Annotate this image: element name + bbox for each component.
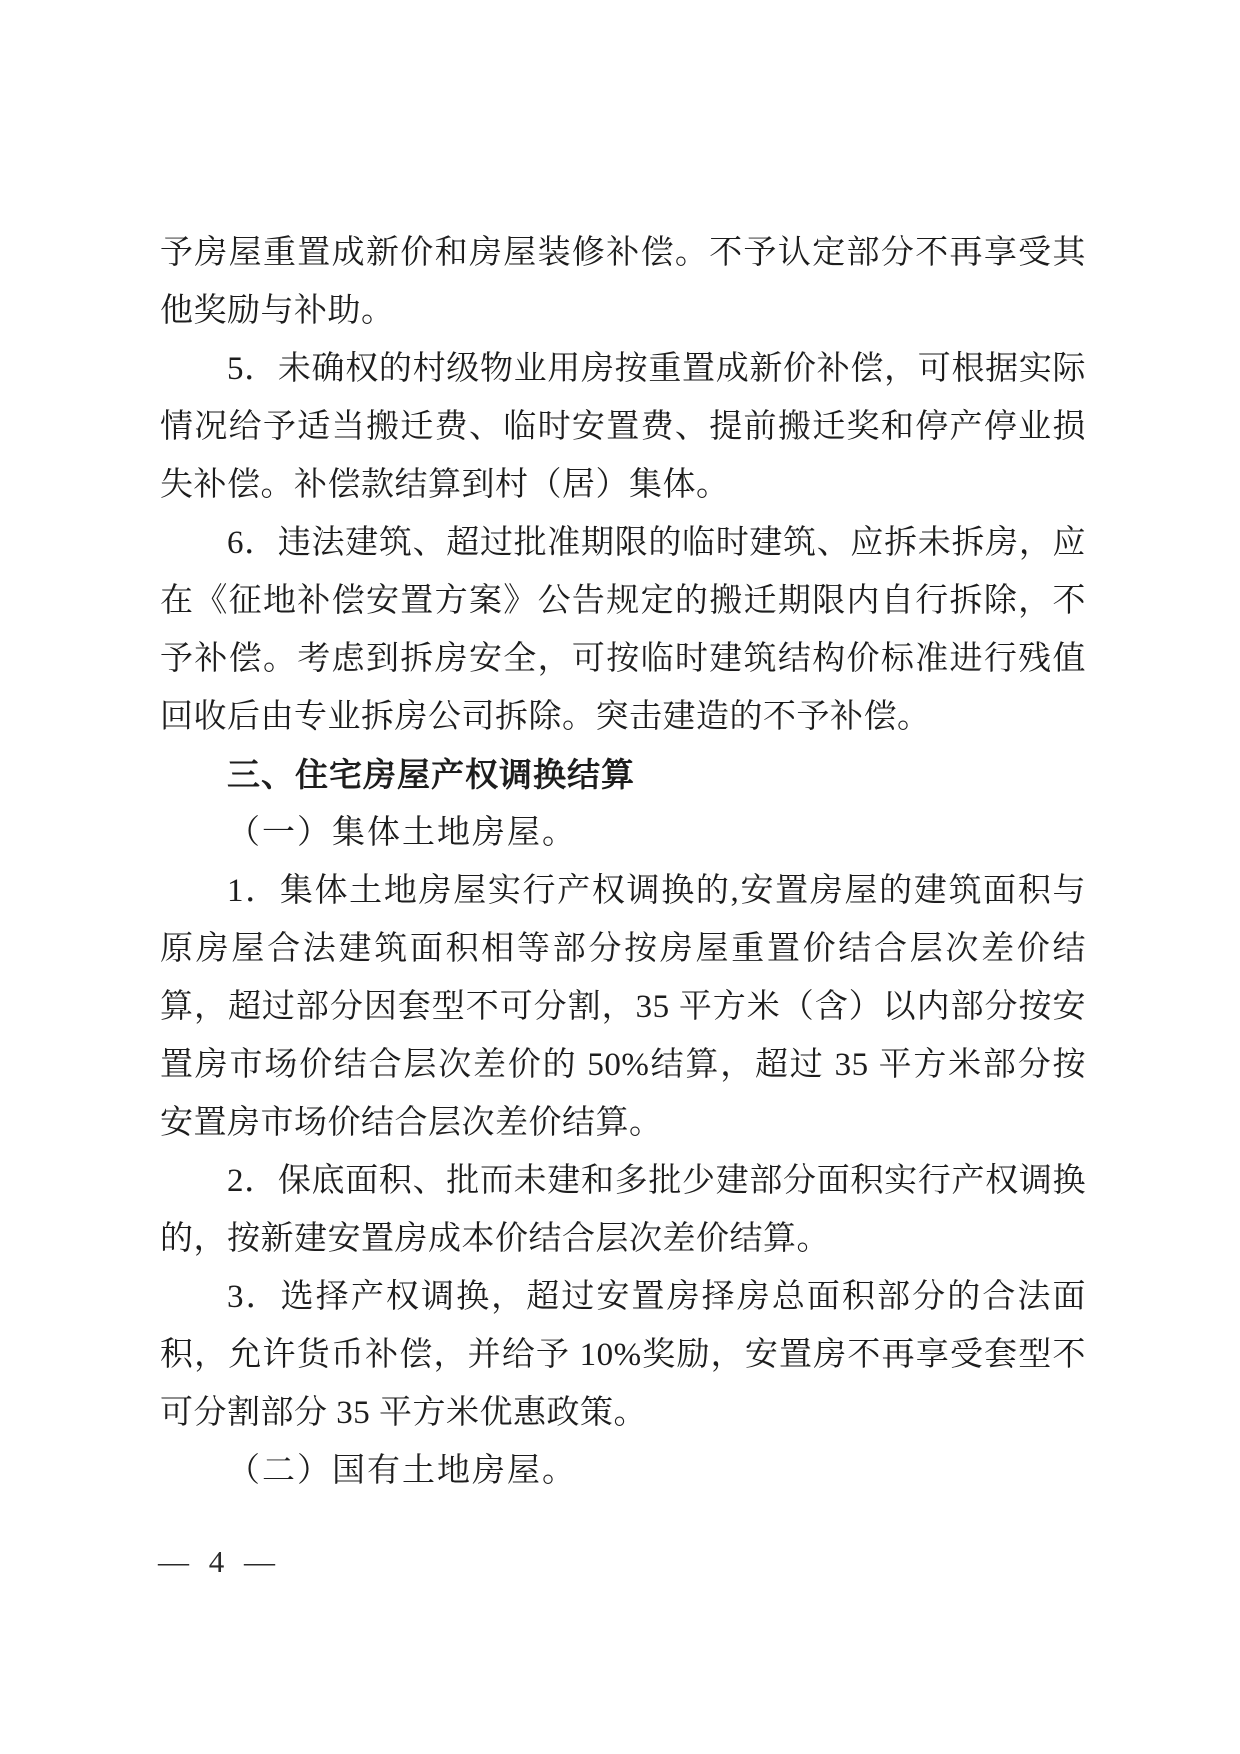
paragraph: 3．选择产权调换，超过安置房择房总面积部分的合法面积，允许货币补偿，并给予 10%奖励，安置房不再享受套型不可分割部分 35 平方米优惠政策。 <box>160 1279 1086 1431</box>
section-heading: 三、住宅房屋产权调换结算 <box>227 756 635 793</box>
page-number: — 4 — <box>158 1544 281 1579</box>
paragraph: 予房屋重置成新价和房屋装修补偿。不予认定部分不再享受其他奖励与补助。 <box>160 235 1086 329</box>
paragraph: 2．保底面积、批而未建和多批少建部分面积实行产权调换的，按新建安置房成本价结合层次差价结算。 <box>160 1163 1086 1257</box>
paragraph: （二）国有土地房屋。 <box>227 1453 577 1489</box>
document-body <box>160 224 1086 1500</box>
paragraph: （一）集体土地房屋。 <box>227 815 577 851</box>
paragraph: 6．违法建筑、超过批准期限的临时建筑、应拆未拆房，应在《征地补偿安置方案》公告规定的搬迁期限内自行拆除，不予补偿。考虑到拆房安全，可按临时建筑结构价标准进行残值回收后由专业拆房公司拆除。突击建造的不予补偿。 <box>160 525 1086 735</box>
paragraph: 5．未确权的村级物业用房按重置成新价补偿，可根据实际情况给予适当搬迁费、临时安置费、提前搬迁奖和停产停业损失补偿。补偿款结算到村（居）集体。 <box>160 351 1086 503</box>
paragraph: 1．集体土地房屋实行产权调换的,安置房屋的建筑面积与原房屋合法建筑面积相等部分按房屋重置价结合层次差价结算，超过部分因套型不可分割，35 平方米（含）以内部分按安置房市场价结合层次差价的 50%结算，超过 35 平方米部分按安置房市场价结合层次差价结算。 <box>160 873 1086 1141</box>
